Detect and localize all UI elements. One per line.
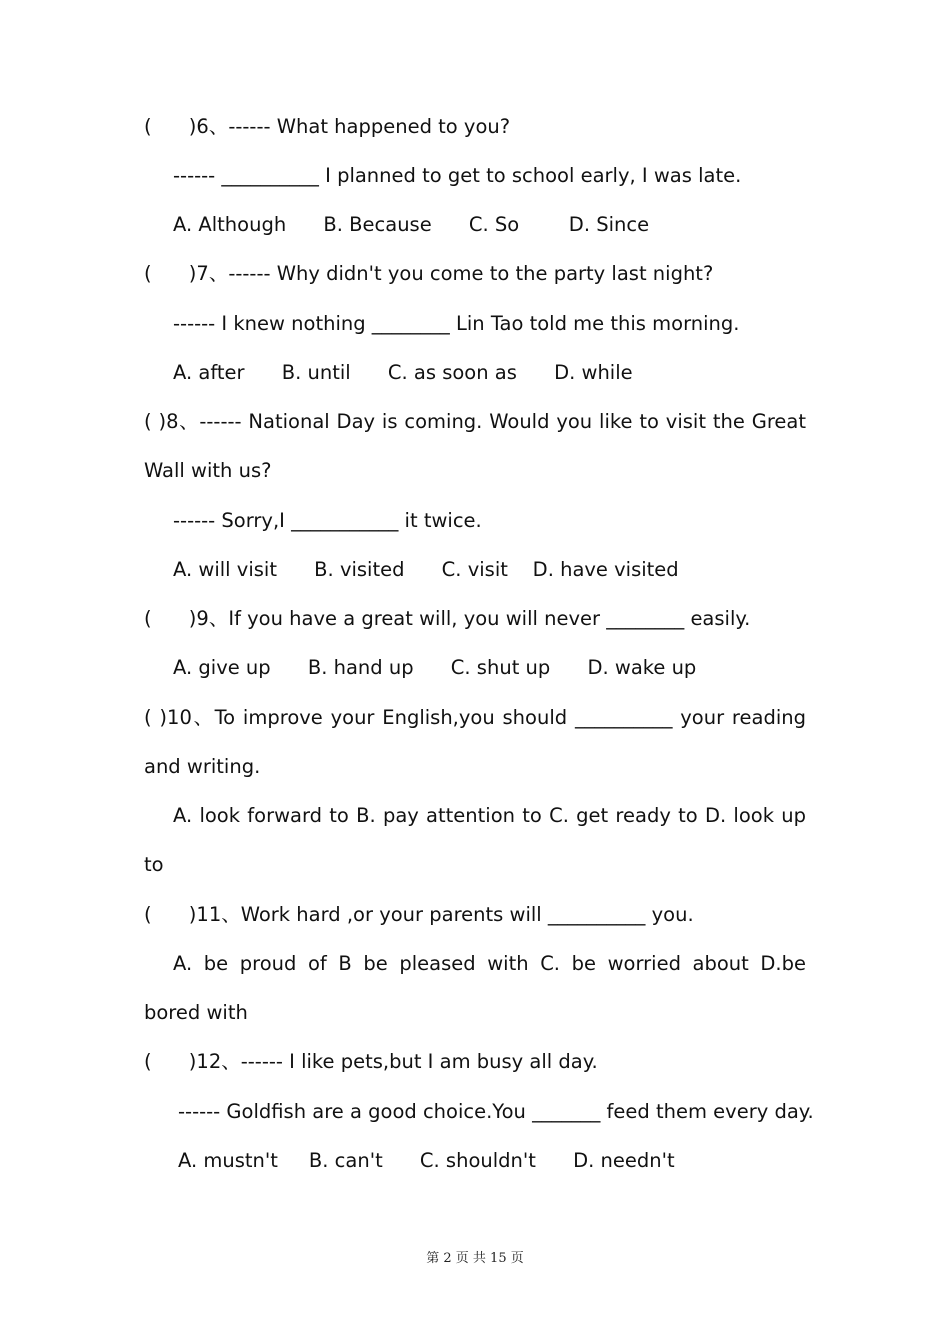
question-6-options: A. Although B. Because C. So D. Since — [173, 213, 650, 236]
question-12-options: A. mustn't B. can't C. shouldn't D. needn't — [178, 1149, 675, 1172]
question-8-options: A. will visit B. visited C. visit D. have visited — [173, 558, 679, 581]
question-11-options-continued: bored with — [144, 1001, 248, 1024]
question-9-stem: ( )9、If you have a great will, you will never ________ easily. — [144, 607, 751, 630]
question-10-options-continued: to — [144, 853, 164, 876]
question-8-stem: ( )8、------ National Day is coming. Would you like to visit the Great — [144, 410, 806, 433]
question-12-stem: ( )12、------ I like pets,but I am busy all day. — [144, 1050, 598, 1073]
question-7-options: A. after B. until C. as soon as D. while — [173, 361, 633, 384]
page-number-footer: 第 2 页 共 15 页 — [426, 1251, 524, 1266]
question-8-response: ------ Sorry,I ___________ it twice. — [173, 509, 482, 532]
question-7-response: ------ I knew nothing ________ Lin Tao told me this morning. — [173, 312, 740, 335]
question-9-options: A. give up B. hand up C. shut up D. wake up — [173, 656, 697, 679]
question-8-stem-continued: Wall with us? — [144, 459, 272, 482]
question-6-response: ------ __________ I planned to get to school early, I was late. — [173, 164, 742, 187]
question-11-stem: ( )11、Work hard ,or your parents will __________ you. — [144, 903, 694, 926]
question-6-stem: ( )6、------ What happened to you? — [144, 115, 511, 138]
question-7-stem: ( )7、------ Why didn't you come to the party last night? — [144, 262, 714, 285]
question-10-options: A. look forward to B. pay attention to C. get ready to D. look up — [173, 804, 806, 827]
question-12-response: ------ Goldfish are a good choice.You _______ feed them every day. — [178, 1100, 814, 1123]
question-10-stem: ( )10、To improve your English,you should __________ your reading — [144, 706, 806, 729]
question-11-options: A. be proud of B be pleased with C. be worried about D.be — [173, 952, 806, 975]
question-10-stem-continued: and writing. — [144, 755, 261, 778]
